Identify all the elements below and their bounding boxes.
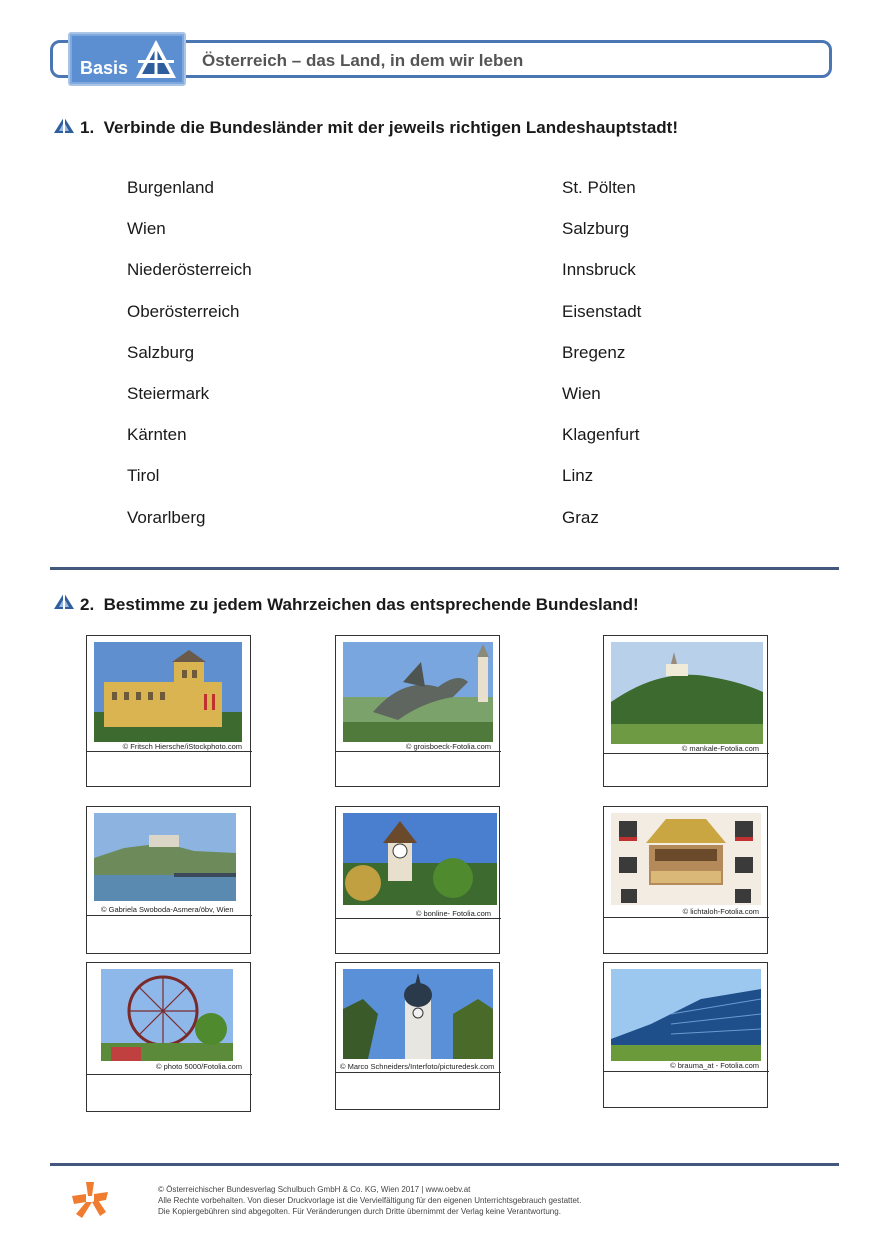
footer-divider: [50, 1163, 839, 1166]
basis-triangle-icon: [53, 116, 75, 134]
landmark-card: [335, 635, 500, 787]
task-1-heading: [80, 118, 678, 138]
section-divider: [50, 567, 839, 570]
landmark-card: [335, 962, 500, 1110]
state-item: Tirol: [127, 466, 160, 486]
states-list: [127, 176, 252, 547]
clock-tower-photo: [343, 813, 497, 905]
onion-tower-photo: [343, 969, 493, 1059]
level-badge: [68, 32, 186, 86]
task-2-heading: [80, 595, 639, 615]
capitals-list: [562, 176, 641, 547]
landmark-card: [335, 806, 500, 954]
copyright-line: © Österreichischer Bundesverlag Schulbuch GmbH & Co. KG, Wien 2017 | www.oebv.at: [158, 1185, 471, 1194]
task-1-title: Verbinde die Bundesländer mit der jeweils richtigen Landeshauptstadt!: [103, 118, 678, 137]
task-2-title: Bestimme zu jedem Wahrzeichen das entsprechende Bundesland!: [103, 595, 639, 614]
photo-credit: © bonline- Fotolia.com: [415, 909, 491, 918]
state-item: Oberösterreich: [127, 301, 240, 321]
capital-item: Innsbruck: [562, 260, 636, 280]
golden-roof-photo: [611, 813, 761, 905]
state-item: Wien: [127, 219, 166, 239]
answer-field[interactable]: [603, 753, 769, 788]
landmark-card: [86, 962, 251, 1112]
landmark-card: [603, 962, 768, 1108]
photo-credit: © lichtaloh-Fotolia.com: [682, 907, 759, 916]
capital-item: Klagenfurt: [562, 425, 640, 445]
disclaimer-line: Die Kopiergebühren sind abgegolten. Für Veränderungen durch Dritte übernimmt der Verlag keine Verantwortung.: [158, 1207, 561, 1216]
triangle-level-icon: [134, 38, 178, 82]
task-1-number: 1.: [80, 118, 95, 137]
capital-item: St. Pölten: [562, 178, 636, 197]
capital-item: Graz: [562, 507, 599, 527]
photo-credit: © Marco Schneiders/Interfoto/picturedesk.com: [340, 1062, 495, 1071]
capital-item: Linz: [562, 466, 594, 486]
state-item: Vorarlberg: [127, 507, 206, 527]
state-item: Burgenland: [127, 178, 214, 197]
page-title: Österreich – das Land, in dem wir leben: [202, 51, 524, 70]
publisher-logo-icon: [70, 1180, 110, 1220]
landmark-card: [86, 635, 251, 787]
answer-field[interactable]: [86, 915, 252, 955]
answer-field[interactable]: [335, 751, 501, 788]
photo-credit: © photo 5000/Fotolia.com: [156, 1062, 242, 1071]
photo-credit: © Gabriela Swoboda-Asmera/öbv, Wien: [101, 905, 234, 914]
glass-building-photo: [611, 969, 761, 1061]
photo-credit: © brauma_at - Fotolia.com: [670, 1061, 759, 1070]
answer-field[interactable]: [603, 917, 769, 955]
state-item: Kärnten: [127, 425, 187, 445]
palace-photo: [94, 642, 242, 742]
ferris-wheel-photo: [101, 969, 233, 1061]
photo-credit: © Fritsch Hiersche/iStockphoto.com: [122, 742, 242, 751]
photo-credit: © mankale-Fotolia.com: [681, 744, 759, 753]
dragon-fountain-photo: [343, 642, 493, 742]
capital-item: Eisenstadt: [562, 301, 642, 321]
basis-triangle-icon: [53, 592, 75, 610]
landmark-card: [86, 806, 251, 954]
rights-line: Alle Rechte vorbehalten. Von dieser Druckvorlage ist die Vervielfältigung für den eigenen Unterrichtsgebrauch gestattet.: [158, 1196, 582, 1205]
landmark-card: [603, 635, 768, 787]
answer-field[interactable]: [86, 751, 252, 788]
state-item: Niederösterreich: [127, 260, 252, 280]
capital-item: Salzburg: [562, 219, 630, 239]
state-item: Salzburg: [127, 342, 195, 362]
fortress-river-photo: [94, 813, 236, 901]
capital-item: Wien: [562, 383, 601, 403]
state-item: Steiermark: [127, 383, 210, 403]
photo-credit: © groisboeck-Fotolia.com: [405, 742, 491, 751]
answer-field[interactable]: [335, 1072, 501, 1111]
answer-field[interactable]: [603, 1071, 769, 1109]
level-badge-label: Basis: [80, 58, 129, 78]
answer-field[interactable]: [86, 1074, 252, 1113]
capital-item: Bregenz: [562, 342, 626, 362]
answer-field[interactable]: [335, 918, 501, 955]
landmark-card: [603, 806, 768, 954]
hill-church-photo: [611, 642, 763, 744]
task-2-number: 2.: [80, 595, 95, 614]
